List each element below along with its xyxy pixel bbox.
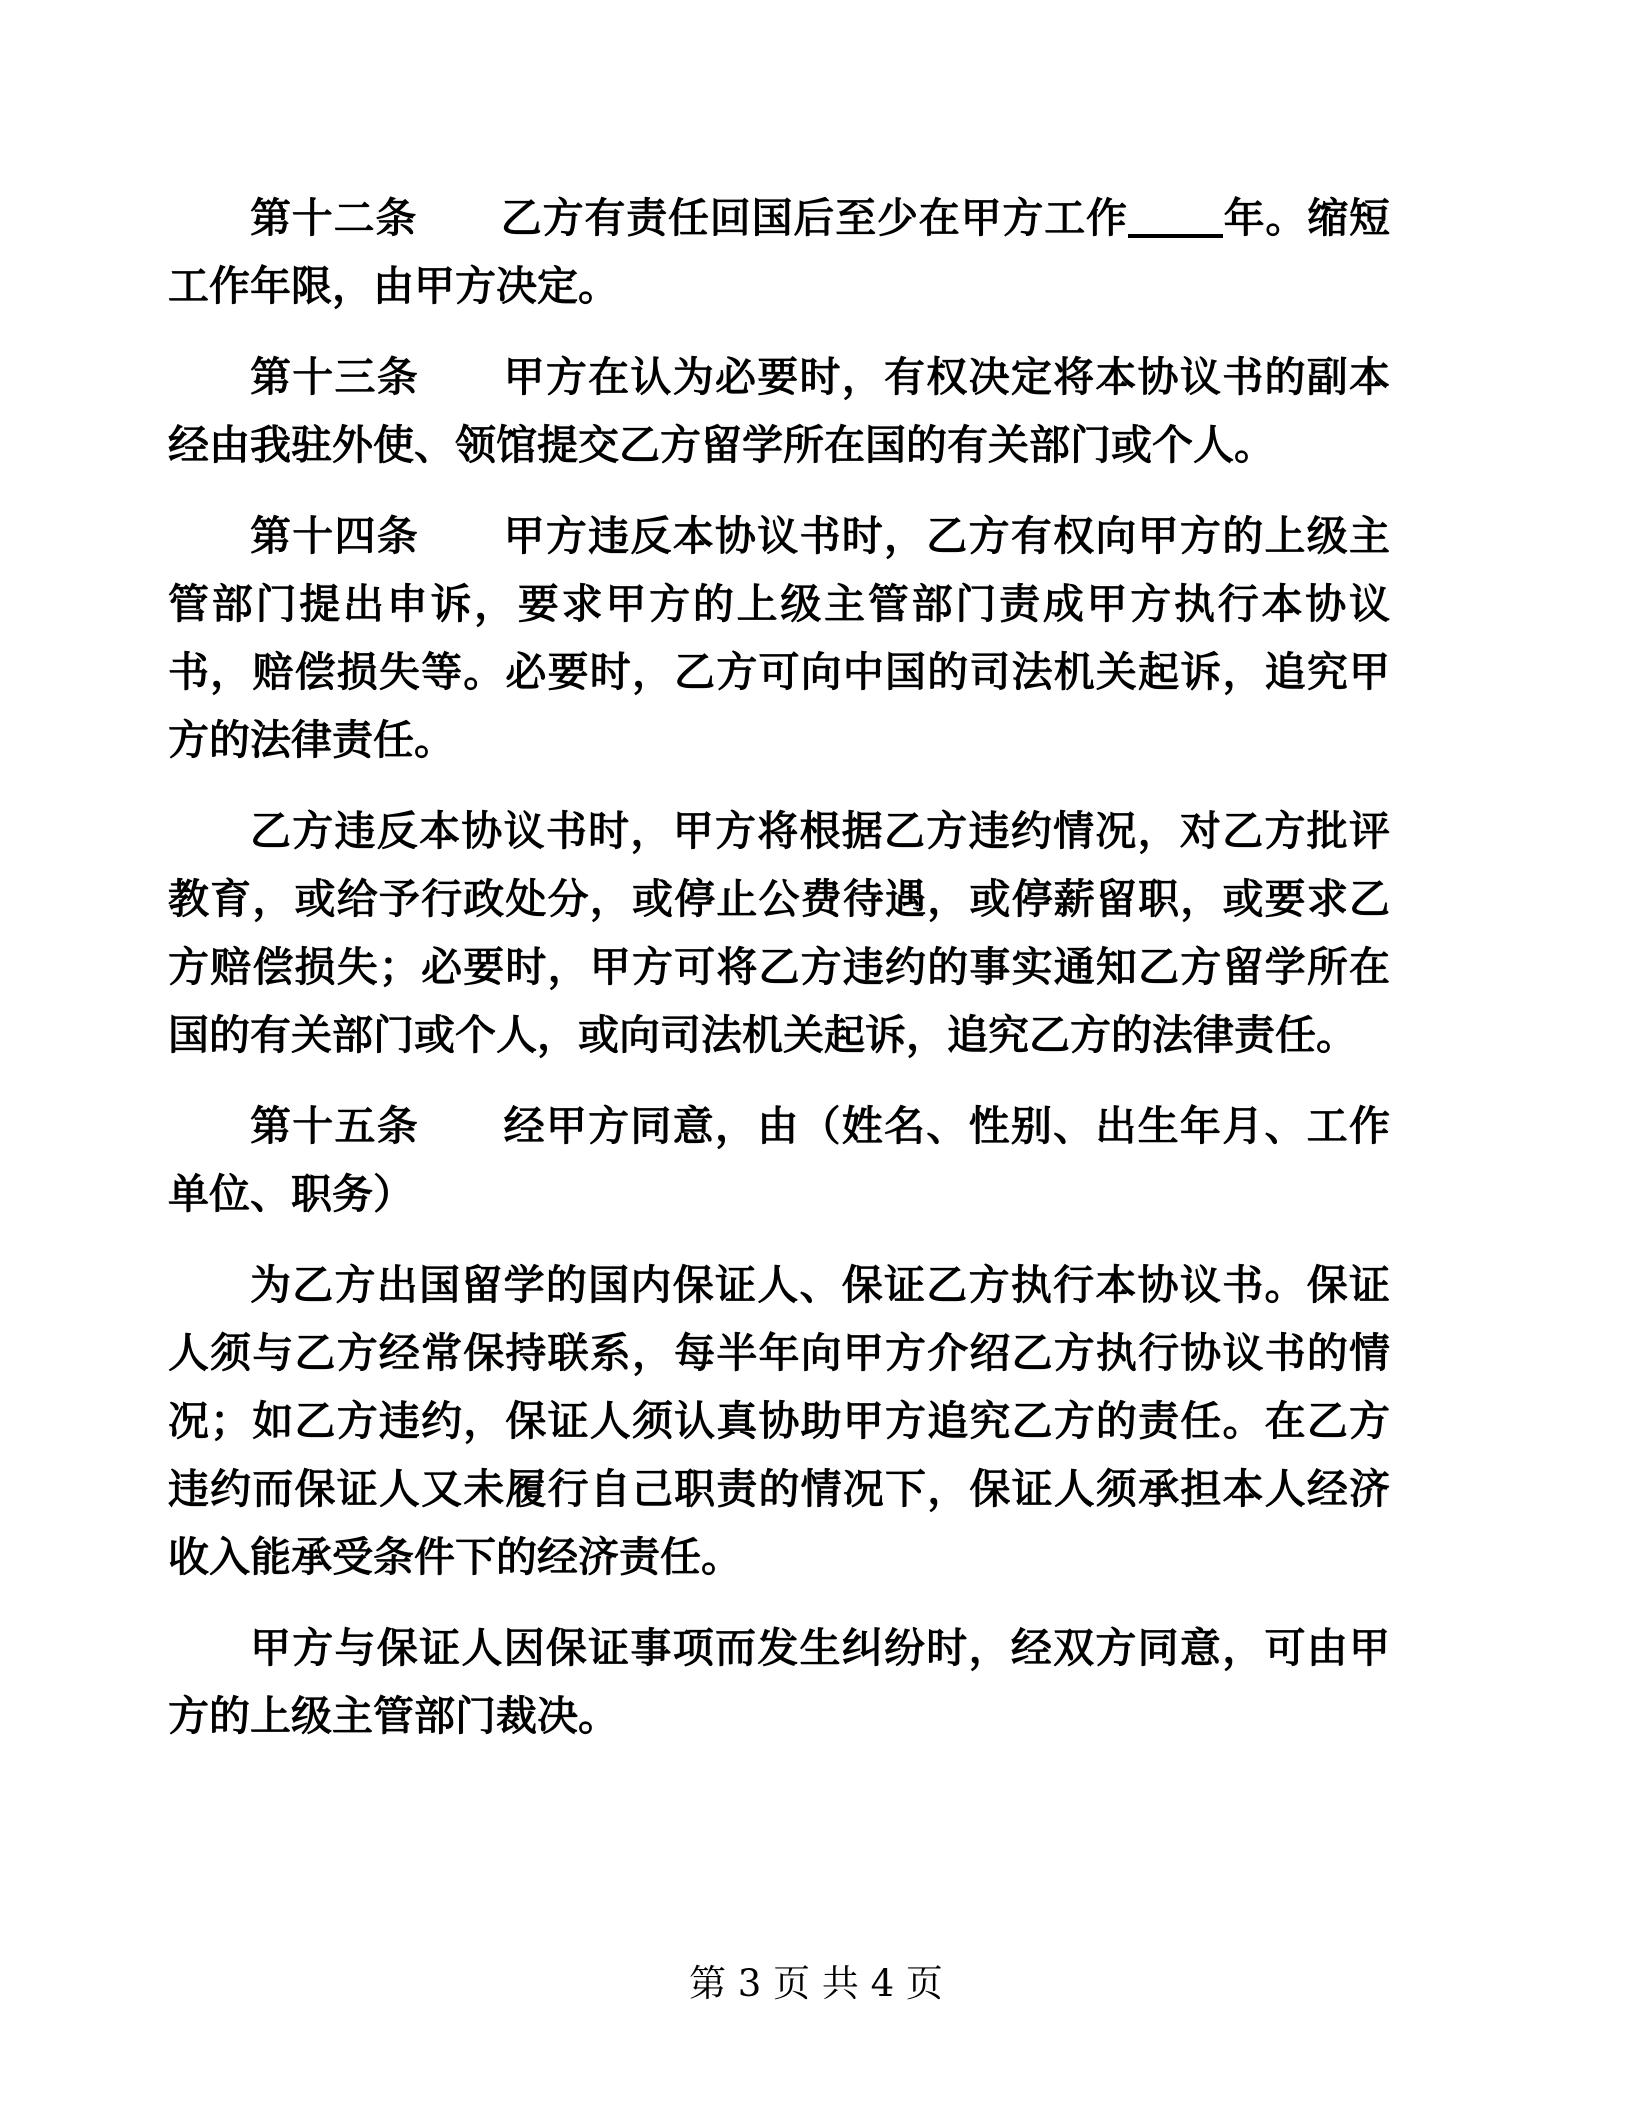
paragraph-party-b-breach: 乙方违反本协议书时，甲方将根据乙方违约情况，对乙方批评教育，或给予行政处分，或停止公费待遇，或停薪留职，或要求乙方赔偿损失；必要时，甲方可将乙方违约的事实通知乙方留学所在国的有关部门或个人，或向司法机关起诉，追究乙方的法律责任。 [168,807,1390,1059]
document-body [168,184,1390,1773]
page-number-footer [0,1962,1632,2006]
paragraph-guarantee-dispute: 甲方与保证人因保证事项而发生纠纷时，经双方同意，可由甲方的上级主管部门裁决。 [168,1624,1390,1740]
fill-in-blank-underline [1128,224,1223,238]
paragraph-clause-14: 第十四条 甲方违反本协议书时，乙方有权向甲方的上级主管部门提出申诉，要求甲方的上级主管部门责成甲方执行本协议书，赔偿损失等。必要时，乙方可向中国的司法机关起诉，追究甲方的法律责任。 [168,512,1390,764]
paragraph-clause-15: 第十五条 经甲方同意，由（姓名、性别、出生年月、工作单位、职务） [168,1102,1390,1218]
clause-12-text-after-blank: 年。缩短工作年限，由甲方决定。 [168,194,1391,310]
page-number-label: 第 3 页 共 4 页 [689,1962,943,2005]
paragraph-guarantor-duties: 为乙方出国留学的国内保证人、保证乙方执行本协议书。保证人须与乙方经常保持联系，每半年向甲方介绍乙方执行协议书的情况；如乙方违约，保证人须认真协助甲方追究乙方的责任。在乙方违约而保证人又未履行自己职责的情况下，保证人须承担本人经济收入能承受条件下的经济责任。 [168,1261,1390,1581]
paragraph-clause-12 [168,184,1390,320]
paragraph-clause-13: 第十三条 甲方在认为必要时，有权决定将本协议书的副本经由我驻外使、领馆提交乙方留学所在国的有关部门或个人。 [168,353,1390,469]
clause-12-text-before-blank: 第十二条 乙方有责任回国后至少在甲方工作 [250,194,1128,242]
